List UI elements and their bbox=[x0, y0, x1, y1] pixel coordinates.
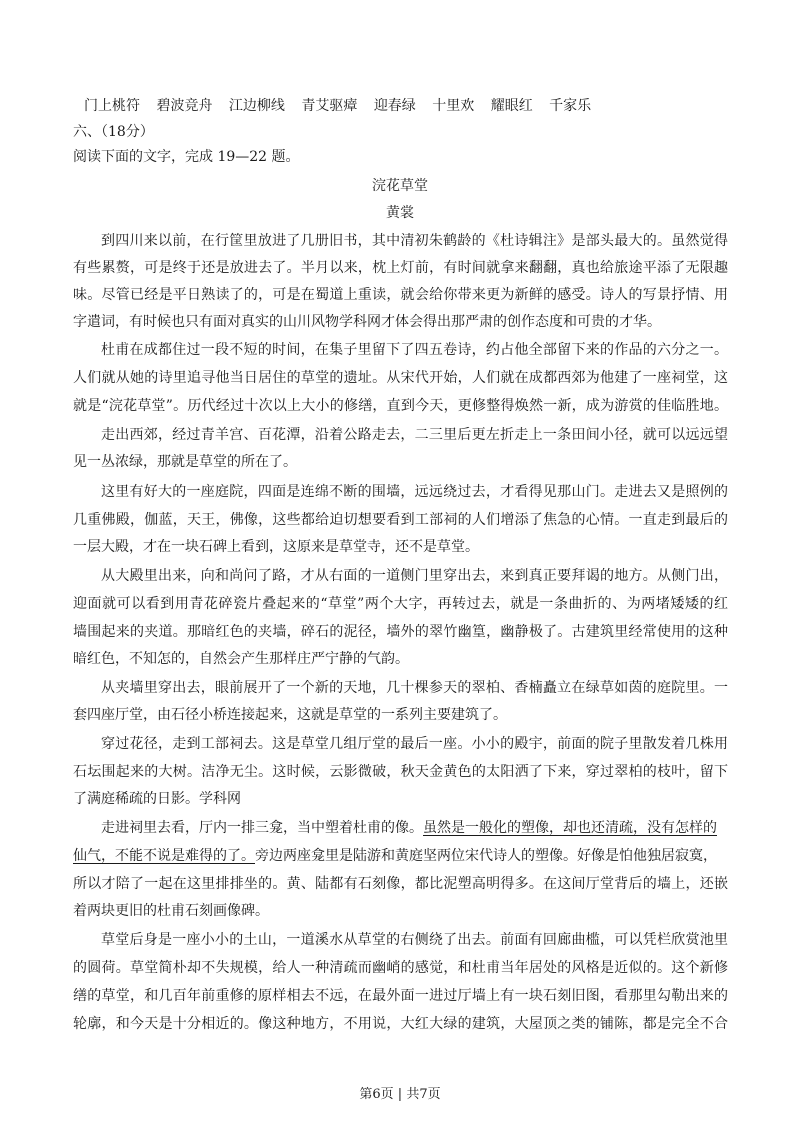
article-line: 人们就从她的诗里追寻他当日居住的草堂的遗址。从宋代开始，人们就在成都西郊为他建了一座祠堂，这 bbox=[73, 370, 728, 386]
article-line: 一层大殿，才在一块石碑上看到，这原来是草堂寺，还不是草堂。 bbox=[73, 539, 479, 555]
article-line: 石坛围起来的大树。洁净无尘。这时候，云影微破，秋天金黄色的太阳洒了下来，穿过翠柏的枝叶，留下 bbox=[73, 764, 728, 780]
article-line: 就是“浣花草堂”。历代经过十次以上大小的修缮，直到今天，更修整得焕然一新，成为游赏的佳临胜地。 bbox=[73, 398, 728, 414]
underlined-text: 仙气，不能不说是难得的了。 bbox=[73, 848, 255, 864]
article-line: 所以才陪了一起在这里排排坐的。黄、陆都有石刻像，都比泥塑高明得多。在这间厅堂背后的墙上，还嵌 bbox=[73, 876, 728, 892]
article-line: 这里有好大的一座庭院，四面是连绵不断的围墙，远远绕过去，才看得见那山门。走进去又是照例的 bbox=[101, 484, 728, 500]
article-line: 缮的草堂，和几百年前重修的原样相去不远，在最外面一进过厅墙上有一块石刻旧图，看那里勾勒出来的 bbox=[73, 988, 728, 1004]
article-line: 了满庭稀疏的日影。学科网 bbox=[73, 791, 241, 807]
option-item: 千家乐 bbox=[549, 98, 592, 114]
article-line: 有些累赘，可是终于还是放进去了。半月以来，枕上灯前，有时间就拿来翻翻，真也给旅途平添了无限趣 bbox=[73, 260, 728, 276]
article-author: 黄裳 bbox=[386, 205, 414, 221]
article-line: 着两块更旧的杜甫石刻画像碑。 bbox=[73, 903, 269, 919]
option-item: 青艾驱瘴 bbox=[301, 98, 358, 114]
total-pages: 共7页 bbox=[406, 1087, 441, 1102]
instruction-text: 阅读下面的文字，完成 19—22 题。 bbox=[73, 149, 300, 165]
article-line: 草堂后身是一座小小的土山，一道溪水从草堂的右侧绕了出去。前面有回廊曲槛，可以凭栏欣赏池里 bbox=[101, 932, 728, 948]
article-title: 浣花草堂 bbox=[372, 178, 428, 194]
article-line bbox=[73, 846, 728, 866]
article-line: 走出西郊，经过青羊宫、百花潭，沿着公路走去，二三里后更左折走上一条田间小径，就可以远远望 bbox=[101, 427, 728, 443]
option-item: 十里欢 bbox=[432, 98, 475, 114]
article-line: 迎面就可以看到用青花碎瓷片叠起来的“草堂”两个大字，再转过去，就是一条曲折的、为两堵矮矮的红 bbox=[73, 596, 728, 612]
article-text: 旁边两座龛里是陆游和黄庭坚两位宋代诗人的塑像。好像是怕他独居寂寞， bbox=[255, 848, 717, 864]
article-line: 几重佛殿，伽蓝，天王，佛像，这些都给迫切想要看到工部祠的人们增添了焦急的心情。一直走到最后的 bbox=[73, 512, 728, 528]
article-line: 套四座厅堂，由石径小桥连接起来，这就是草堂的一系列主要建筑了。 bbox=[73, 707, 507, 723]
article-line bbox=[101, 818, 728, 838]
option-item: 江边柳线 bbox=[228, 98, 285, 114]
footer-separator: | bbox=[397, 1087, 403, 1102]
article-line: 暗红色，不知怎的，自然会产生那样庄严宁静的气韵。 bbox=[73, 651, 409, 667]
article-line: 到四川来以前，在行筐里放进了几册旧书，其中清初朱鹤龄的《杜诗辑注》是部头最大的。虽然觉得 bbox=[101, 233, 728, 249]
article-line: 穿过花径，走到工部祠去。这是草堂几组厅堂的最后一座。小小的殿宇，前面的院子里散发着几株用 bbox=[101, 736, 728, 752]
article-line: 从大殿里出来，向和尚问了路，才从右面的一道侧门里穿出去，来到真正要拜谒的地方。从侧门出， bbox=[101, 568, 728, 584]
article-line: 字遣词，有时候也只有面对真实的山川风物学科网才体会得出那严肃的创作态度和可贵的才华。 bbox=[73, 314, 661, 330]
article-line: 味。尽管已经是平日熟读了的，可是在蜀道上重读，就会给你带来更为新鲜的感受。诗人的写景抒情、用 bbox=[73, 287, 728, 303]
section-heading: 六、（18分） bbox=[73, 124, 154, 140]
article-line: 墙围起来的夹道。那暗红色的夹墙，碎石的泥径，墙外的翠竹幽篁，幽静极了。古建筑里经常使用的这种 bbox=[73, 624, 728, 640]
article-text: 走进祠里去看，厅内一排三龛，当中塑着杜甫的像。 bbox=[101, 820, 423, 836]
option-item: 迎春绿 bbox=[373, 98, 416, 114]
article-line: 从夹墙里穿出去，眼前展开了一个新的天地，几十棵参天的翠柏、香楠矗立在绿草如茵的庭院里。一 bbox=[101, 680, 728, 696]
article-line: 轮廓，和今天是十分相近的。像这种地方，不用说，大红大绿的建筑，大屋顶之类的铺陈，都是完全不合 bbox=[73, 1016, 728, 1032]
options-row bbox=[84, 96, 739, 116]
option-item: 耀眼红 bbox=[490, 98, 533, 114]
page-footer bbox=[0, 1086, 800, 1104]
option-item: 门上桃符 bbox=[84, 98, 140, 114]
page-number: 第6页 bbox=[359, 1087, 394, 1102]
article-line: 的圆荷。草堂简朴却不失规模，给人一种清疏而幽峭的感觉，和杜甫当年居处的风格是近似的。这个新修 bbox=[73, 960, 728, 976]
option-item: 碧波竞舟 bbox=[156, 98, 213, 114]
article-line: 杜甫在成都住过一段不短的时间，在集子里留下了四五卷诗，约占他全部留下来的作品的六分之一。 bbox=[101, 342, 728, 358]
article-line: 见一丛浓绿，那就是草堂的所在了。 bbox=[73, 454, 297, 470]
underlined-text: 虽然是一般化的塑像，却也还清疏，没有怎样的 bbox=[423, 820, 717, 836]
